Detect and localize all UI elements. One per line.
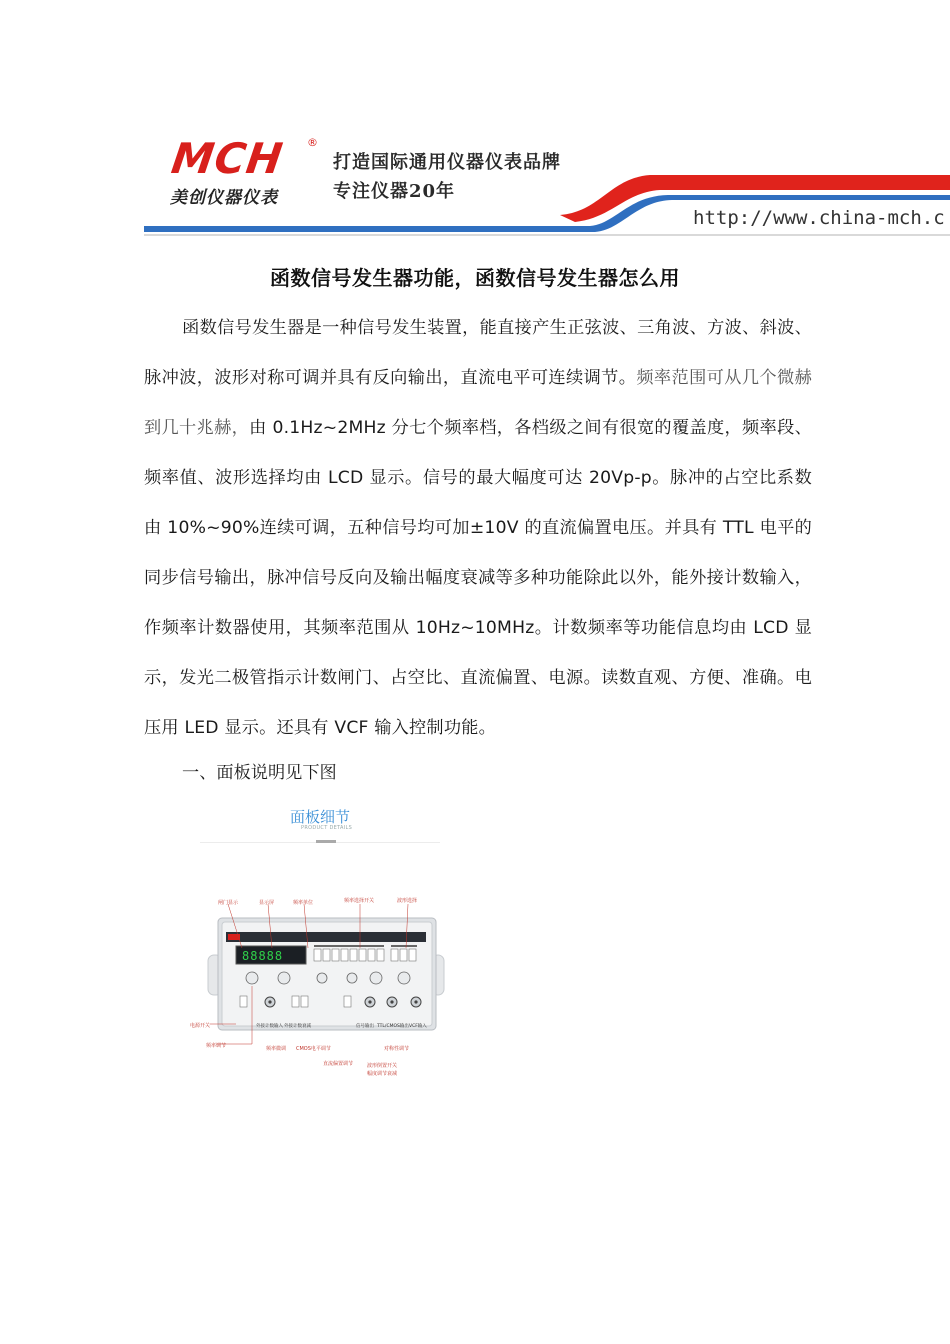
- slogan-line-2: 专注仪器20年: [333, 181, 456, 202]
- callout-gate-display: 闸门显示: [218, 900, 239, 906]
- callout-ext-count-atten: 外接计数衰减: [284, 1024, 311, 1029]
- section-heading: 一、面板说明见下图: [182, 763, 337, 783]
- figure-title: 面板细节: [290, 808, 351, 826]
- website-url[interactable]: http://www.china-mch.c: [693, 207, 945, 229]
- display-value: 88888: [242, 949, 284, 963]
- callout-vcf-input: VCF输入: [409, 1024, 427, 1029]
- paragraph-part-2: 频率范围可从几个微赫到几十兆赫，: [144, 368, 812, 438]
- paragraph-part-1: 函数信号发生器是一种信号发生装置，能直接产生正弦波、三角波、方波、斜波、脉冲波，波形对称可调并具有反向输出，直流电平可连续调节。: [144, 318, 812, 388]
- callout-symmetry: 对称性调节: [384, 1046, 410, 1052]
- callout-fine-tune: 频率微调: [266, 1046, 287, 1052]
- slogan-line-1: 打造国际通用仪器仪表品牌: [333, 152, 561, 173]
- banner-swoosh-graphic: [0, 0, 950, 240]
- callout-amplitude-atten: 幅度调节衰减: [367, 1071, 398, 1077]
- callout-power-switch: 电源开关: [190, 1023, 211, 1029]
- callout-waveform-select: 波形选择: [397, 898, 418, 904]
- callout-display-screen: 显示屏: [259, 900, 275, 906]
- panel-detail-figure: [180, 800, 450, 1090]
- callout-dc-offset: 直流偏置调节: [323, 1061, 354, 1067]
- registered-mark: ®: [307, 136, 318, 149]
- brand-subtitle: 美创仪器仪表: [170, 188, 278, 208]
- callout-ext-count-input: 外接计数输入: [256, 1024, 283, 1029]
- paragraph-part-3: 由 0.1Hz~2MHz 分七个频率档，各档级之间有很宽的覆盖度，频率段、频率值、波形选择均由 LCD 显示。信号的最大幅度可达 20Vp-p。脉冲的占空比系数由 10%~90%连续可调，五种信号均可加±10V 的直流偏置电压。并具有 TTL 电平的同步信号输出，脉冲信号反向及输出幅度衰减等多种功能除此以外，能外接计数输入，作频率计数器使用，其频率范围从 10Hz~10MHz。计数频率等功能信息均由 LCD 显示，发光二极管指示计数闸门、占空比、直流偏置、电源。读数直观、方便、准确。电压用 LED 显示。还具有 VCF 输入控制功能。: [144, 418, 812, 738]
- callout-ttl-output: TTL/CMOS输出: [377, 1024, 409, 1029]
- article-title: 函数信号发生器功能，函数信号发生器怎么用: [270, 266, 680, 290]
- callout-signal-output: 信号输出: [356, 1024, 374, 1029]
- brand-logo: MCH: [168, 134, 287, 183]
- callout-frequency-switch: 频率选择开关: [344, 898, 375, 904]
- callout-invert-switch: 波形倒置开关: [367, 1063, 398, 1069]
- figure-subtitle: PRODUCT DETAILS: [301, 825, 353, 831]
- callout-frequency-adjust: 频率调节: [206, 1043, 227, 1049]
- header-banner: [0, 0, 950, 240]
- callout-frequency-unit: 频率单位: [293, 900, 314, 906]
- article-paragraph: [144, 303, 812, 753]
- callout-cmos-level: CMOS电平调节: [296, 1046, 331, 1052]
